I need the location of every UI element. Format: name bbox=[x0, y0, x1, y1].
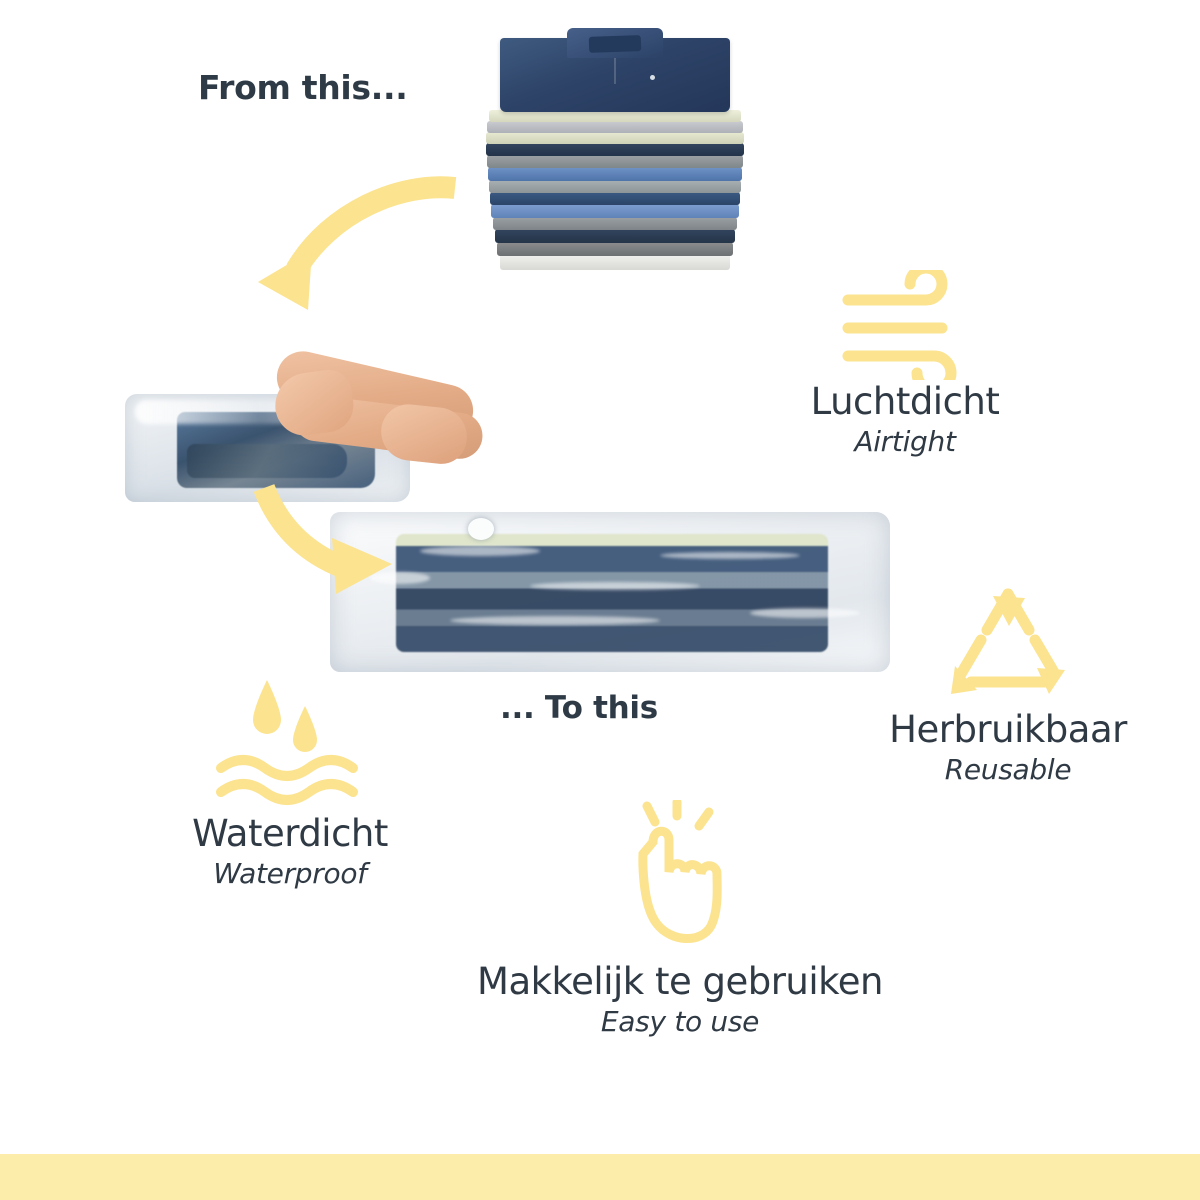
clothes-stack-photo bbox=[470, 40, 760, 270]
bottom-accent-bar bbox=[0, 1154, 1200, 1200]
feature-title-en: Airtight bbox=[854, 425, 956, 458]
recycle-icon bbox=[838, 578, 1178, 708]
feature-title-en: Reusable bbox=[944, 753, 1072, 786]
feature-easy-to-use bbox=[390, 800, 970, 1038]
feature-title-nl: Makkelijk te gebruiken bbox=[477, 960, 883, 1003]
arrow-from-stack-to-hands bbox=[250, 170, 480, 340]
feature-title-nl: Herbruikbaar bbox=[889, 708, 1127, 751]
feature-reusable bbox=[838, 578, 1178, 786]
feature-title-en: Waterproof bbox=[213, 857, 367, 890]
feature-title-en: Easy to use bbox=[600, 1005, 760, 1038]
water-drops-icon bbox=[120, 672, 460, 812]
tap-hand-icon bbox=[390, 800, 970, 960]
to-this-label: ... To this bbox=[500, 690, 658, 726]
feature-airtight bbox=[740, 270, 1070, 458]
from-this-label: From this... bbox=[198, 68, 408, 107]
feature-title-nl: Luchtdicht bbox=[810, 380, 1000, 423]
arrow-from-hands-to-bag bbox=[250, 478, 420, 618]
wind-icon bbox=[740, 270, 1070, 380]
feature-title-nl: Waterdicht bbox=[192, 812, 388, 855]
